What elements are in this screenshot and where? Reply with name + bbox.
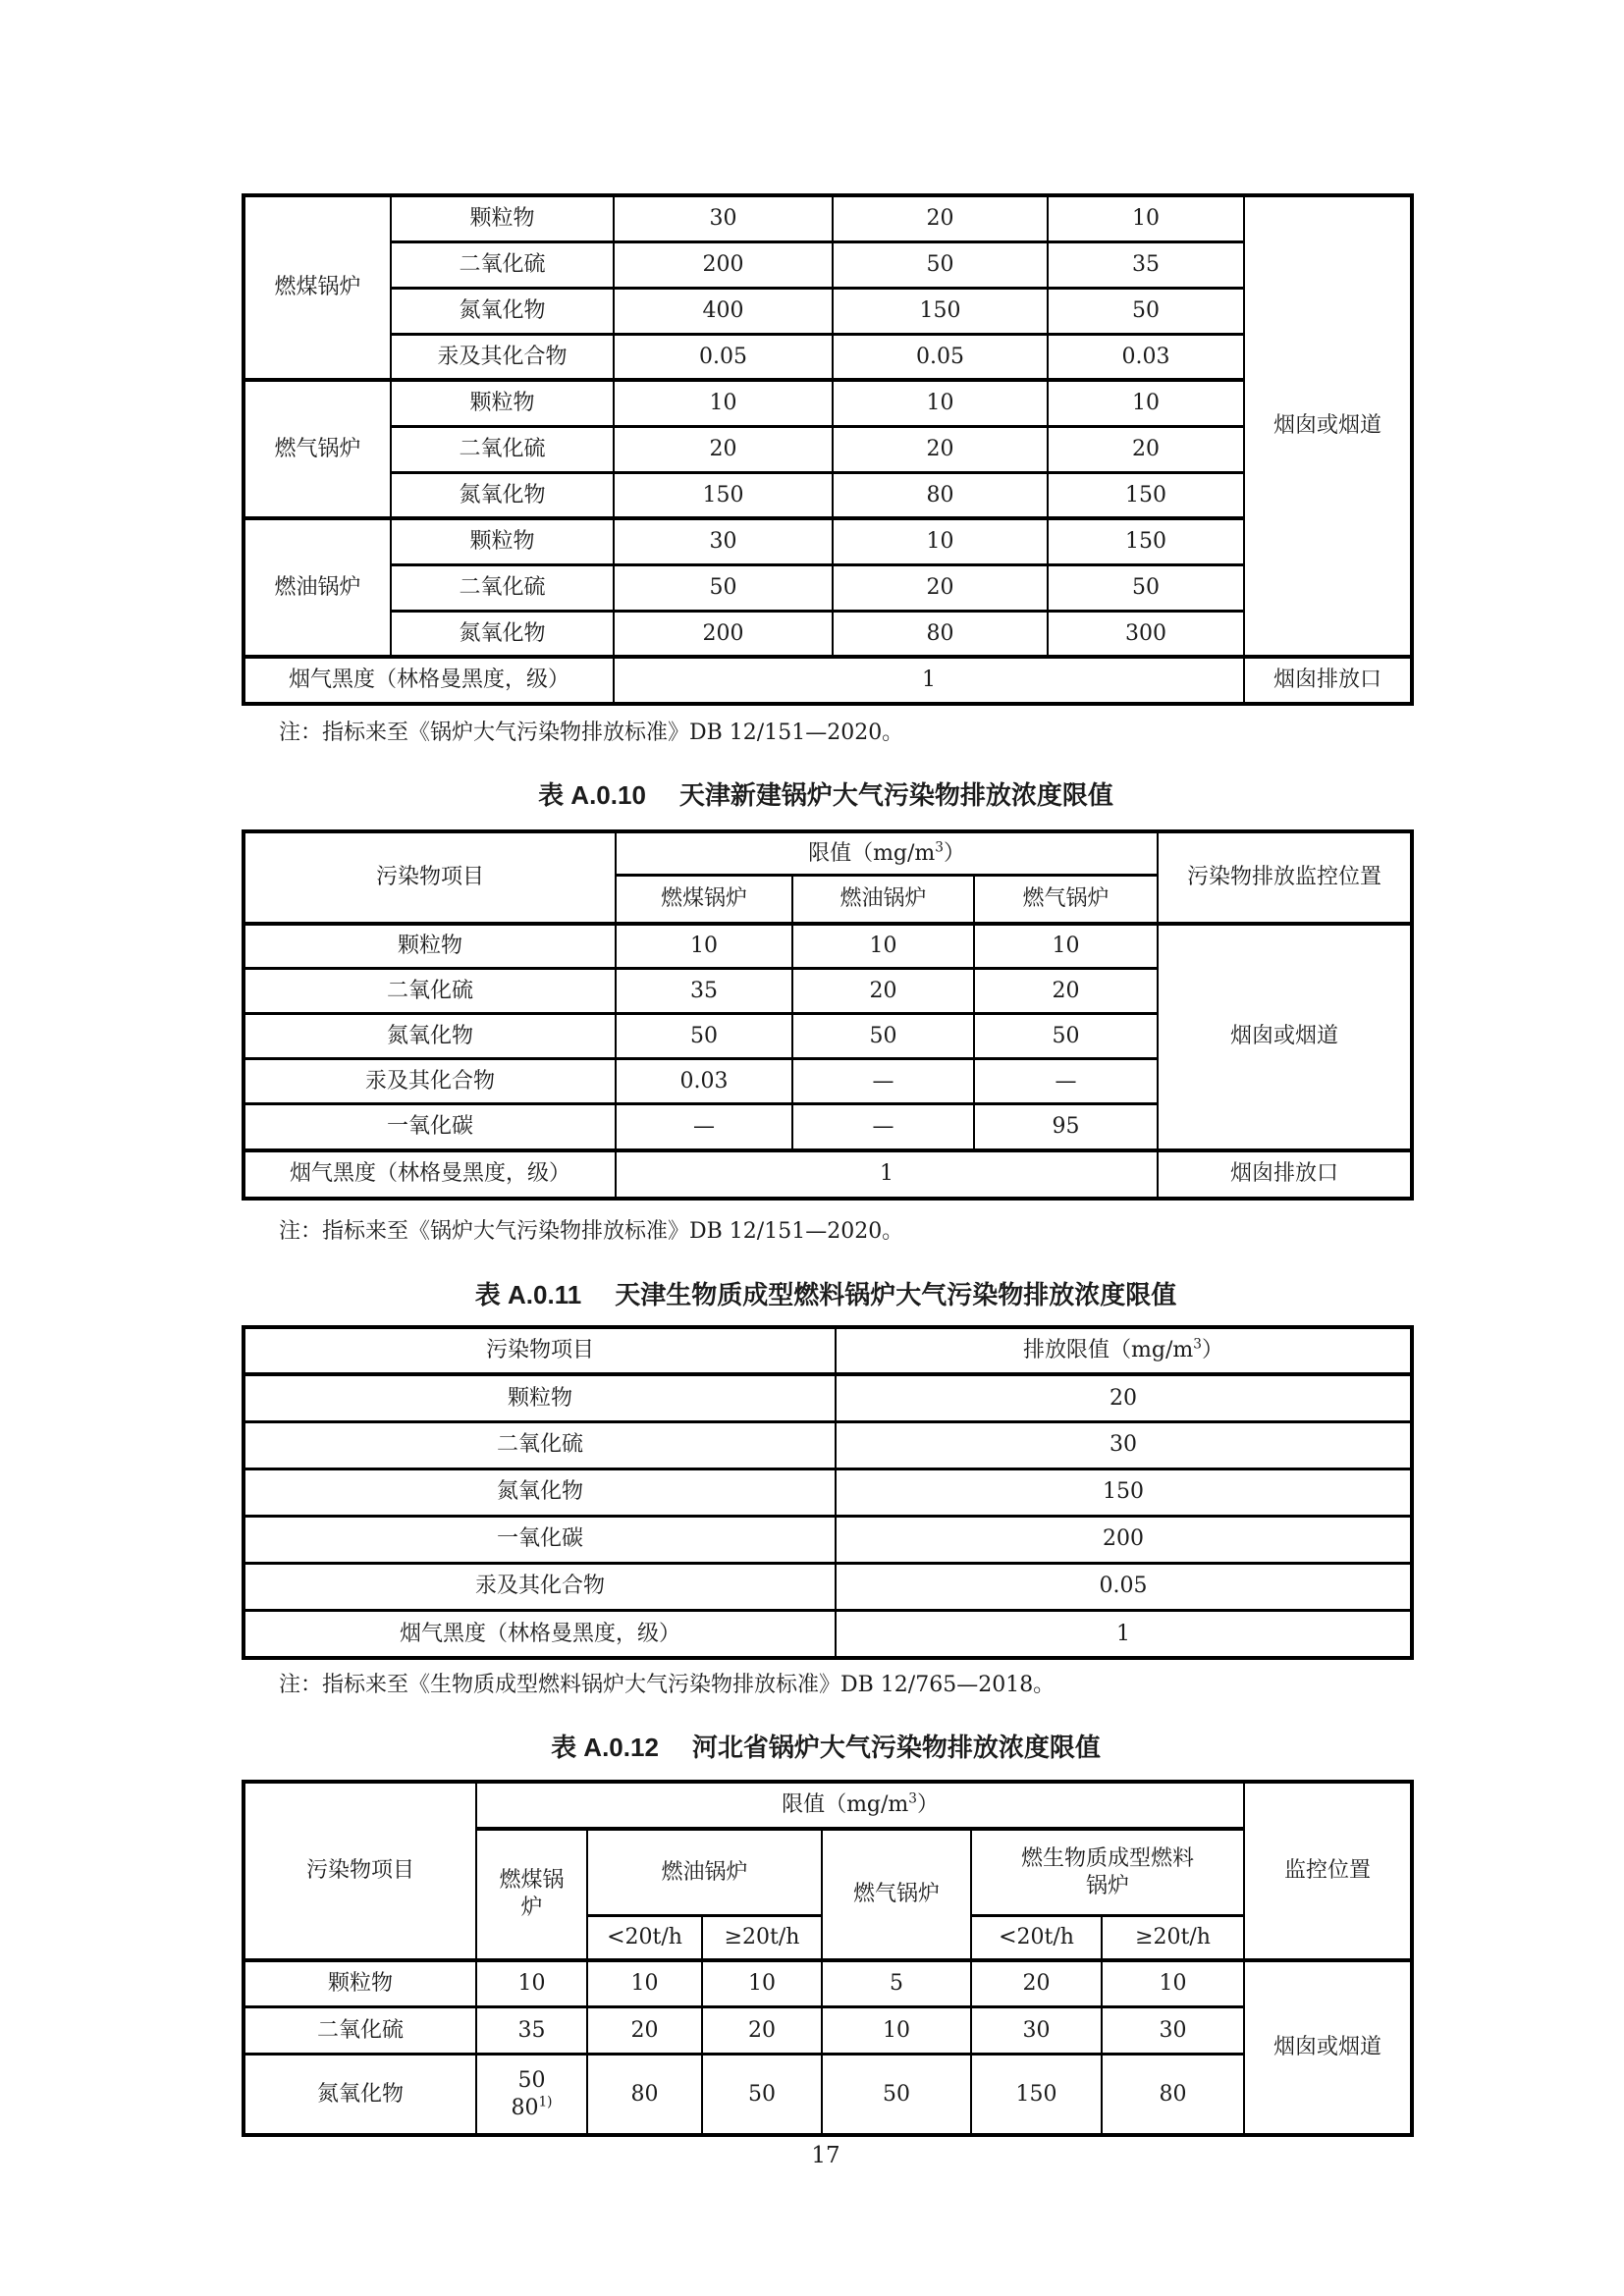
- value-cell: 20: [833, 426, 1048, 472]
- table-row: [244, 241, 1412, 288]
- pollutant-cell: 氮氧化物: [391, 611, 614, 657]
- value-cell: 200: [614, 241, 833, 288]
- value-cell: 30: [1102, 2007, 1244, 2055]
- value-cell: 35: [616, 969, 792, 1014]
- value-cell: 150: [833, 288, 1048, 334]
- table-a010-title-text: 天津新建锅炉大气污染物排放浓度限值: [678, 779, 1113, 810]
- table-row: [244, 1374, 1412, 1421]
- value-cell: 150: [836, 1468, 1412, 1516]
- value-cell: 80: [833, 611, 1048, 657]
- table-row: [244, 1468, 1412, 1516]
- pollutant-cell: 颗粒物: [244, 1960, 476, 2007]
- value-cell: 20: [587, 2007, 702, 2055]
- table-row: [244, 472, 1412, 518]
- value-cell: 150: [1048, 518, 1244, 564]
- value-cell: [476, 2055, 587, 2135]
- value-cell: 10: [614, 380, 833, 426]
- value-cell: 80: [1102, 2055, 1244, 2135]
- value-cell: 50: [833, 241, 1048, 288]
- value-cell: 20: [792, 969, 974, 1014]
- capacity-header-cell: ≥20t/h: [702, 1916, 822, 1960]
- value-cell: 0.03: [1048, 334, 1244, 380]
- boiler-header-cell: 燃油锅炉: [792, 876, 974, 924]
- value-cell: 400: [614, 288, 833, 334]
- value-cell: 95: [974, 1104, 1158, 1150]
- table-row: [244, 1563, 1412, 1610]
- pollutant-cell: 二氧化硫: [244, 2007, 476, 2055]
- value-cell: 80: [833, 472, 1048, 518]
- capacity-header-cell: ≥20t/h: [1102, 1916, 1244, 1960]
- table-row: [244, 1327, 1412, 1374]
- value-cell: 10: [476, 1960, 587, 2007]
- table-a011-title-text: 天津生物质成型燃料锅炉大气污染物排放浓度限值: [615, 1280, 1177, 1310]
- boiler-header-cell: [476, 1829, 587, 1960]
- boiler-header-cell: 燃煤锅炉: [616, 876, 792, 924]
- value-cell: 10: [822, 2007, 971, 2055]
- page-content: [242, 193, 1410, 2137]
- table-a010-title: [242, 775, 1410, 812]
- boiler-header-cell: 燃气锅炉: [822, 1829, 971, 1960]
- pollutant-cell: 二氧化硫: [244, 969, 616, 1014]
- table-row: [244, 924, 1412, 969]
- table-row: [244, 1610, 1412, 1658]
- value-cell: 10: [792, 924, 974, 969]
- value-cell: 1: [836, 1610, 1412, 1658]
- monitor-location-cell: 烟囱或烟道: [1158, 924, 1412, 1150]
- value-cell: 10: [1048, 380, 1244, 426]
- boiler-header-cell: 燃气锅炉: [974, 876, 1158, 924]
- capacity-header-cell: <20t/h: [587, 1916, 702, 1960]
- table-row: [244, 831, 1412, 876]
- pollutant-cell: 颗粒物: [244, 924, 616, 969]
- table-row: [244, 288, 1412, 334]
- value-cell: 20: [971, 1960, 1102, 2007]
- value-cell: 150: [971, 2055, 1102, 2135]
- value-cell: —: [792, 1104, 974, 1150]
- table-row: [244, 518, 1412, 564]
- page-number: 17: [811, 2143, 840, 2168]
- limit-header-sup: 3: [935, 839, 944, 856]
- value-cell: 20: [702, 2007, 822, 2055]
- pollutant-cell: 氮氧化物: [391, 472, 614, 518]
- table-row: [244, 657, 1412, 704]
- value-cell: 35: [1048, 241, 1244, 288]
- value-cell: 10: [833, 518, 1048, 564]
- table-a011: [242, 1325, 1414, 1660]
- monitor-header-cell: 污染物排放监控位置: [1158, 831, 1412, 924]
- table-row: [244, 1960, 1412, 2007]
- table-a012-title-label: 表 A.0.12: [551, 1732, 659, 1762]
- limit-header-cell: [616, 831, 1158, 876]
- monitor-header-cell: 监控位置: [1244, 1782, 1412, 1960]
- boiler-header-line: 燃生物质成型燃料: [1021, 1846, 1195, 1872]
- monitor-location-cell: 烟囱或烟道: [1244, 195, 1412, 657]
- value-cell: —: [616, 1104, 792, 1150]
- value-cell: 10: [1102, 1960, 1244, 2007]
- value-cell: 50: [974, 1014, 1158, 1059]
- limit-header-sup: 3: [1193, 1337, 1202, 1354]
- value-cell: 20: [833, 564, 1048, 611]
- table-a011-title-label: 表 A.0.11: [474, 1280, 582, 1310]
- table-row: [244, 380, 1412, 426]
- limit-header-text: ）: [916, 1792, 939, 1818]
- limit-header-cell: [836, 1327, 1412, 1374]
- limit-header-text: 限值（mg/m: [782, 1792, 909, 1818]
- boiler-group-label: 燃气锅炉: [244, 380, 391, 518]
- value-cell: 0.05: [614, 334, 833, 380]
- boiler-header-line: 炉: [520, 1895, 543, 1920]
- pollutant-cell: 汞及其化合物: [244, 1563, 836, 1610]
- pollutant-cell: 颗粒物: [391, 380, 614, 426]
- table-row: [244, 2055, 1412, 2135]
- pollutant-header-cell: 污染物项目: [244, 1327, 836, 1374]
- value-cell: 30: [971, 2007, 1102, 2055]
- pollutant-cell: 颗粒物: [391, 518, 614, 564]
- table-row: [244, 2007, 1412, 2055]
- table-note: 注：指标来至《锅炉大气污染物排放标准》DB 12/151—2020。: [279, 721, 904, 745]
- value-cell: 50: [702, 2055, 822, 2135]
- value-cell: 50: [822, 2055, 971, 2135]
- value-cell: 0.05: [836, 1563, 1412, 1610]
- table-row: [244, 334, 1412, 380]
- table-note: 注：指标来至《锅炉大气污染物排放标准》DB 12/151—2020。: [279, 1218, 904, 1244]
- monitor-location-cell: 烟囱或烟道: [1244, 1960, 1412, 2135]
- value-cell: 200: [614, 611, 833, 657]
- table-note: 注：指标来至《生物质成型燃料锅炉大气污染物排放标准》DB 12/765—2018。: [279, 1673, 1056, 1698]
- value-cell: 20: [614, 426, 833, 472]
- value-cell: 20: [836, 1374, 1412, 1421]
- pollutant-cell: 二氧化硫: [391, 564, 614, 611]
- table-a010: [242, 829, 1414, 1201]
- table-a012: [242, 1780, 1414, 2137]
- blackness-value-cell: 1: [616, 1150, 1158, 1199]
- value-cell: 50: [614, 564, 833, 611]
- value-cell: 30: [614, 518, 833, 564]
- boiler-group-label: 燃煤锅炉: [244, 195, 391, 380]
- pollutant-cell: 氮氧化物: [244, 1468, 836, 1516]
- limit-header-sup: 3: [908, 1790, 917, 1807]
- pollutant-header-cell: 污染物项目: [244, 831, 616, 924]
- value-cell: 80: [587, 2055, 702, 2135]
- pollutant-header-cell: 污染物项目: [244, 1782, 476, 1960]
- pollutant-cell: 烟气黑度（林格曼黑度，级）: [244, 1610, 836, 1658]
- pollutant-cell: 汞及其化合物: [391, 334, 614, 380]
- value-cell: 50: [1048, 288, 1244, 334]
- value-cell: 150: [614, 472, 833, 518]
- pollutant-cell: 颗粒物: [391, 195, 614, 241]
- value-cell: 10: [974, 924, 1158, 969]
- limit-header-cell: [476, 1782, 1244, 1829]
- capacity-header-cell: <20t/h: [971, 1916, 1102, 1960]
- value-cell: 20: [1048, 426, 1244, 472]
- blackness-location-cell: 烟囱排放口: [1158, 1150, 1412, 1199]
- limit-header-text: ）: [1201, 1338, 1223, 1363]
- pollutant-cell: 颗粒物: [244, 1374, 836, 1421]
- pollutant-cell: 二氧化硫: [244, 1421, 836, 1468]
- value-cell: 10: [587, 1960, 702, 2007]
- value-cell: 30: [614, 195, 833, 241]
- blackness-label-cell: 烟气黑度（林格曼黑度，级）: [244, 1150, 616, 1199]
- table-a011-title: [242, 1275, 1410, 1311]
- value-cell: 50: [1048, 564, 1244, 611]
- pollutant-cell: 汞及其化合物: [244, 1059, 616, 1104]
- pollutant-cell: 二氧化硫: [391, 241, 614, 288]
- table-row: [244, 1516, 1412, 1563]
- value-cell: 5: [822, 1960, 971, 2007]
- value-cell: 10: [702, 1960, 822, 2007]
- table-row: [244, 564, 1412, 611]
- value-cell: 10: [616, 924, 792, 969]
- footnote-marker: 1): [538, 2094, 553, 2110]
- table-a012-title: [242, 1728, 1410, 1764]
- table-a010-title-label: 表 A.0.10: [538, 779, 646, 810]
- table-row: [244, 1421, 1412, 1468]
- value-cell: 150: [1048, 472, 1244, 518]
- value-cell: 20: [974, 969, 1158, 1014]
- value-cell: 0.05: [833, 334, 1048, 380]
- boiler-header-cell: 燃油锅炉: [587, 1829, 822, 1916]
- value-cell: 10: [1048, 195, 1244, 241]
- value-cell: —: [974, 1059, 1158, 1104]
- pollutant-cell: 氮氧化物: [391, 288, 614, 334]
- value-cell: 10: [833, 380, 1048, 426]
- limit-header-text: ）: [943, 840, 965, 866]
- pollutant-cell: 二氧化硫: [391, 426, 614, 472]
- value-cell: —: [792, 1059, 974, 1104]
- value-cell: 300: [1048, 611, 1244, 657]
- blackness-label-cell: 烟气黑度（林格曼黑度，级）: [244, 657, 614, 704]
- blackness-value-cell: 1: [614, 657, 1244, 704]
- limit-header-text: 排放限值（mg/m: [1023, 1338, 1194, 1363]
- value-cell: 35: [476, 2007, 587, 2055]
- pollutant-cell: 一氧化碳: [244, 1516, 836, 1563]
- pollutant-cell: 氮氧化物: [244, 1014, 616, 1059]
- value-line: 80$^{1)}$: [511, 2094, 553, 2120]
- value-line: 50: [517, 2068, 546, 2094]
- boiler-group-label: 燃油锅炉: [244, 518, 391, 657]
- pollutant-cell: 一氧化碳: [244, 1104, 616, 1150]
- boiler-header-line: 锅炉: [1086, 1873, 1130, 1898]
- table-a012-title-text: 河北省锅炉大气污染物排放浓度限值: [691, 1732, 1101, 1762]
- table-row: [244, 1150, 1412, 1199]
- limit-header-text: 限值（mg/m: [808, 840, 936, 866]
- table-boiler-limits-continued: [242, 193, 1414, 706]
- blackness-location-cell: 烟囱排放口: [1244, 657, 1412, 704]
- boiler-header-cell: [971, 1829, 1244, 1916]
- value-cell: 30: [836, 1421, 1412, 1468]
- table-row: [244, 1782, 1412, 1829]
- table-row: [244, 611, 1412, 657]
- value-cell: 50: [792, 1014, 974, 1059]
- table-row: [244, 426, 1412, 472]
- table-row: [244, 195, 1412, 241]
- value-cell: 50: [616, 1014, 792, 1059]
- boiler-header-line: 燃煤锅: [499, 1868, 565, 1894]
- value-cell: 20: [833, 195, 1048, 241]
- value-cell: 200: [836, 1516, 1412, 1563]
- value-cell: 0.03: [616, 1059, 792, 1104]
- pollutant-cell: 氮氧化物: [244, 2055, 476, 2135]
